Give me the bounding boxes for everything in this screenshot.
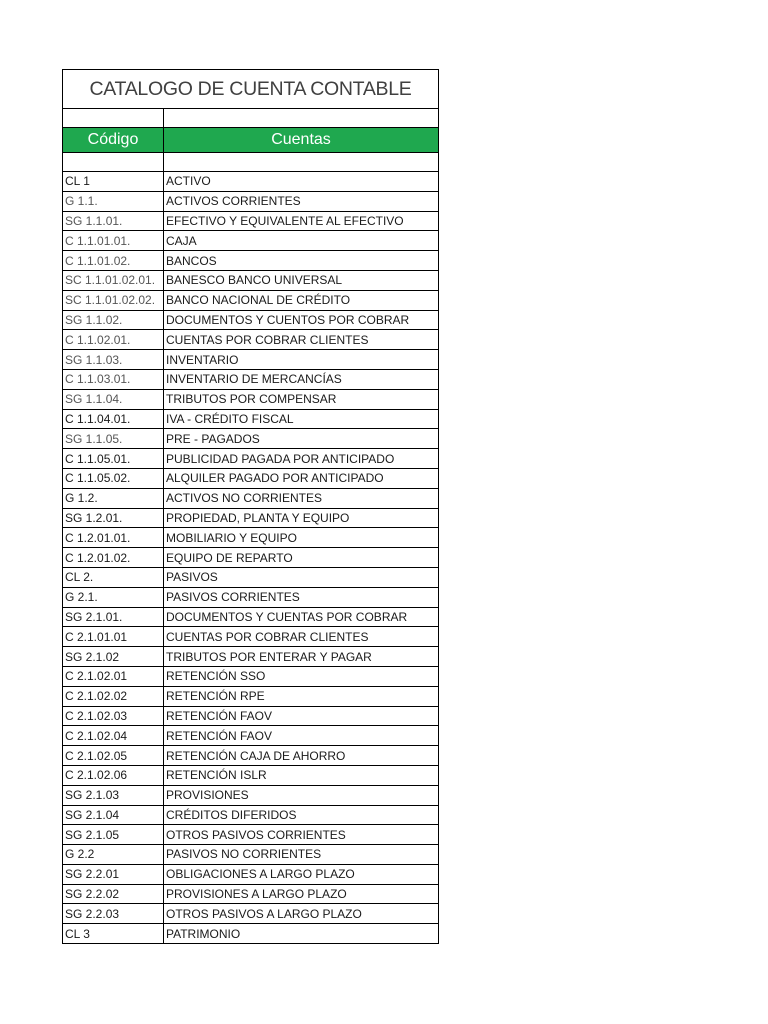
catalog-table (62, 69, 439, 944)
catalog-title: CATALOGO DE CUENTA CONTABLE (63, 70, 439, 109)
spacer-row (63, 109, 439, 128)
account-name: PROVISIONES A LARGO PLAZO (164, 884, 439, 904)
account-code: G 1.1. (63, 191, 164, 211)
table-row (63, 172, 439, 192)
account-name: CAJA (164, 231, 439, 251)
account-code: C 2.1.01.01 (63, 627, 164, 647)
account-name: CUENTAS POR COBRAR CLIENTES (164, 627, 439, 647)
account-code: C 1.2.01.01. (63, 528, 164, 548)
account-code: C 1.1.05.01. (63, 449, 164, 469)
table-row (63, 805, 439, 825)
table-row (63, 627, 439, 647)
table-row (63, 191, 439, 211)
account-code: G 2.2 (63, 845, 164, 865)
account-code: CL 3 (63, 924, 164, 944)
table-row (63, 488, 439, 508)
table-row (63, 330, 439, 350)
table-row (63, 290, 439, 310)
account-code: SG 2.2.01 (63, 864, 164, 884)
table-row (63, 468, 439, 488)
account-name: EQUIPO DE REPARTO (164, 548, 439, 568)
account-code: SG 1.2.01. (63, 508, 164, 528)
account-code: C 1.1.02.01. (63, 330, 164, 350)
header-code: Código (63, 128, 164, 153)
account-code: C 1.1.01.01. (63, 231, 164, 251)
account-name: INVENTARIO (164, 350, 439, 370)
spacer-row (63, 153, 439, 172)
table-row (63, 765, 439, 785)
account-code: C 2.1.02.04 (63, 726, 164, 746)
account-name: MOBILIARIO Y EQUIPO (164, 528, 439, 548)
account-name: CRÉDITOS DIFERIDOS (164, 805, 439, 825)
account-name: PASIVOS CORRIENTES (164, 587, 439, 607)
account-code: SC 1.1.01.02.01. (63, 270, 164, 290)
account-code: SG 2.2.03 (63, 904, 164, 924)
account-name: TRIBUTOS POR COMPENSAR (164, 389, 439, 409)
account-name: RETENCIÓN ISLR (164, 765, 439, 785)
account-code: SG 2.1.05 (63, 825, 164, 845)
account-code: C 2.1.02.06 (63, 765, 164, 785)
empty-cell (164, 109, 439, 128)
account-code: SC 1.1.01.02.02. (63, 290, 164, 310)
account-code: C 2.1.02.03 (63, 706, 164, 726)
table-row (63, 884, 439, 904)
table-row (63, 251, 439, 271)
account-name: PASIVOS NO CORRIENTES (164, 845, 439, 865)
table-row (63, 904, 439, 924)
account-code: SG 1.1.01. (63, 211, 164, 231)
account-code: SG 1.1.02. (63, 310, 164, 330)
account-code: CL 1 (63, 172, 164, 192)
table-row (63, 211, 439, 231)
empty-cell (63, 153, 164, 172)
account-code: CL 2. (63, 567, 164, 587)
account-name: RETENCIÓN CAJA DE AHORRO (164, 746, 439, 766)
account-code: SG 1.1.05. (63, 429, 164, 449)
account-name: PASIVOS (164, 567, 439, 587)
account-code: SG 2.1.01. (63, 607, 164, 627)
table-row (63, 845, 439, 865)
account-name: RETENCIÓN RPE (164, 686, 439, 706)
header-account: Cuentas (164, 128, 439, 153)
account-code: G 2.1. (63, 587, 164, 607)
table-row (63, 409, 439, 429)
account-name: DOCUMENTOS Y CUENTOS POR COBRAR (164, 310, 439, 330)
account-name: TRIBUTOS POR ENTERAR Y PAGAR (164, 647, 439, 667)
table-row (63, 785, 439, 805)
account-name: ACTIVOS CORRIENTES (164, 191, 439, 211)
account-catalog (62, 69, 438, 944)
account-name: DOCUMENTOS Y CUENTAS POR COBRAR (164, 607, 439, 627)
table-row (63, 587, 439, 607)
account-name: PROPIEDAD, PLANTA Y EQUIPO (164, 508, 439, 528)
account-name: BANCO NACIONAL DE CRÉDITO (164, 290, 439, 310)
account-name: EFECTIVO Y EQUIVALENTE AL EFECTIVO (164, 211, 439, 231)
table-row (63, 508, 439, 528)
table-row (63, 429, 439, 449)
table-row (63, 607, 439, 627)
account-code: C 1.1.01.02. (63, 251, 164, 271)
account-name: PROVISIONES (164, 785, 439, 805)
table-row (63, 567, 439, 587)
account-code: SG 2.1.02 (63, 647, 164, 667)
account-code: SG 1.1.04. (63, 389, 164, 409)
account-code: SG 1.1.03. (63, 350, 164, 370)
account-name: BANCOS (164, 251, 439, 271)
account-name: PUBLICIDAD PAGADA POR ANTICIPADO (164, 449, 439, 469)
account-name: PRE - PAGADOS (164, 429, 439, 449)
account-name: CUENTAS POR COBRAR CLIENTES (164, 330, 439, 350)
table-row (63, 706, 439, 726)
account-name: ACTIVOS NO CORRIENTES (164, 488, 439, 508)
account-code: C 2.1.02.01 (63, 666, 164, 686)
header-row (63, 128, 439, 153)
empty-cell (63, 109, 164, 128)
table-row (63, 389, 439, 409)
table-row (63, 726, 439, 746)
table-row (63, 350, 439, 370)
account-name: ALQUILER PAGADO POR ANTICIPADO (164, 468, 439, 488)
table-row (63, 231, 439, 251)
table-row (63, 548, 439, 568)
account-name: INVENTARIO DE MERCANCÍAS (164, 369, 439, 389)
account-name: OTROS PASIVOS CORRIENTES (164, 825, 439, 845)
table-row (63, 924, 439, 944)
account-code: SG 2.2.02 (63, 884, 164, 904)
account-code: C 2.1.02.02 (63, 686, 164, 706)
table-row (63, 310, 439, 330)
account-name: IVA - CRÉDITO FISCAL (164, 409, 439, 429)
table-row (63, 449, 439, 469)
account-code: C 2.1.02.05 (63, 746, 164, 766)
table-row (63, 746, 439, 766)
account-code: SG 2.1.04 (63, 805, 164, 825)
account-code: C 1.1.05.02. (63, 468, 164, 488)
empty-cell (164, 153, 439, 172)
table-row (63, 270, 439, 290)
account-name: RETENCIÓN FAOV (164, 726, 439, 746)
table-row (63, 369, 439, 389)
account-code: C 1.1.03.01. (63, 369, 164, 389)
account-name: ACTIVO (164, 172, 439, 192)
account-name: PATRIMONIO (164, 924, 439, 944)
title-row (63, 70, 439, 109)
account-code: G 1.2. (63, 488, 164, 508)
account-name: OBLIGACIONES A LARGO PLAZO (164, 864, 439, 884)
account-name: RETENCIÓN FAOV (164, 706, 439, 726)
table-row (63, 825, 439, 845)
table-row (63, 647, 439, 667)
table-row (63, 666, 439, 686)
account-code: SG 2.1.03 (63, 785, 164, 805)
table-row (63, 686, 439, 706)
account-code: C 1.2.01.02. (63, 548, 164, 568)
account-code: C 1.1.04.01. (63, 409, 164, 429)
account-name: RETENCIÓN SSO (164, 666, 439, 686)
account-name: BANESCO BANCO UNIVERSAL (164, 270, 439, 290)
account-name: OTROS PASIVOS A LARGO PLAZO (164, 904, 439, 924)
table-row (63, 864, 439, 884)
table-row (63, 528, 439, 548)
